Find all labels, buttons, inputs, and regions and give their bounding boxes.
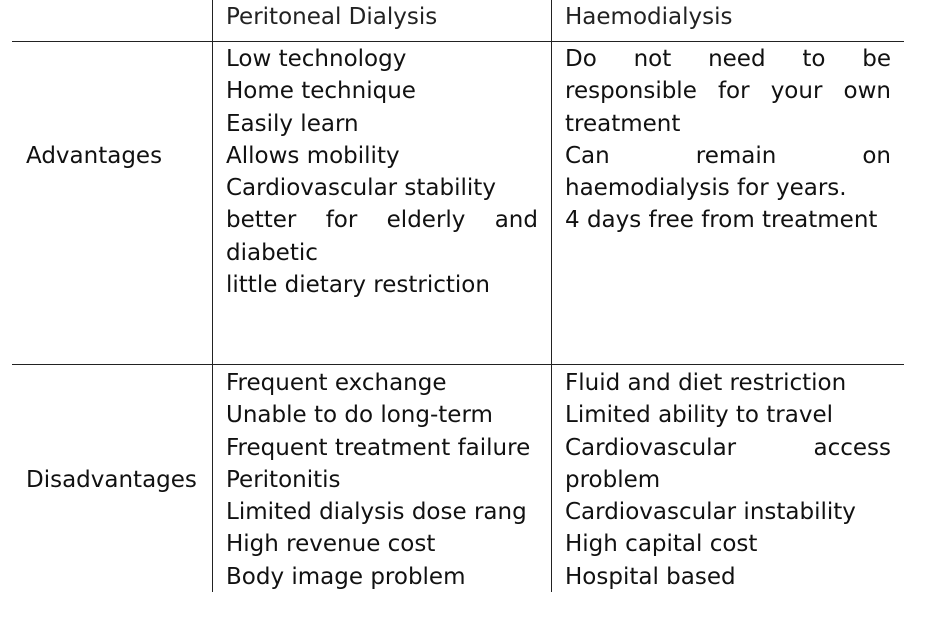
column-divider-1 bbox=[212, 0, 213, 592]
header-label: Haemodialysis bbox=[565, 4, 733, 30]
list-item: Peritonitis bbox=[226, 466, 341, 493]
list-item: Frequent treatment failure bbox=[226, 434, 531, 461]
row-label-disadvantages: Disadvantages bbox=[26, 467, 197, 493]
list-item: Cardiovascular access problem bbox=[565, 434, 891, 493]
list-item: Low technology bbox=[226, 46, 407, 72]
disadvantages-peritoneal-list bbox=[226, 367, 538, 593]
list-item: Hospital based bbox=[565, 563, 736, 590]
list-item: Cardiovascular stability bbox=[226, 175, 496, 202]
column-divider-2 bbox=[551, 0, 552, 592]
header-peritoneal-dialysis bbox=[214, 2, 445, 32]
list-item: Limited ability to travel bbox=[565, 402, 834, 429]
list-item: better for elderly and diabetic bbox=[226, 207, 538, 266]
list-item: Do not need to be responsible for your own treatment bbox=[565, 46, 891, 137]
list-item: Fluid and diet restriction bbox=[565, 370, 847, 396]
header-haemodialysis bbox=[553, 2, 740, 32]
list-item: Home technique bbox=[226, 78, 416, 105]
advantages-peritoneal-list bbox=[226, 43, 538, 301]
advantages-haemodialysis-list bbox=[565, 43, 891, 237]
list-item: Unable to do long-term bbox=[226, 402, 493, 429]
list-item: Limited dialysis dose rang bbox=[226, 499, 527, 526]
list-item: Body image problem bbox=[226, 563, 466, 590]
row-label-advantages: Advantages bbox=[26, 143, 163, 169]
list-item: High revenue cost bbox=[226, 531, 436, 558]
list-item: Allows mobility bbox=[226, 142, 400, 169]
list-item: Cardiovascular instability bbox=[565, 499, 856, 526]
list-item: Can remain on haemodialysis for years. bbox=[565, 142, 891, 202]
header-label: Peritoneal Dialysis bbox=[226, 4, 438, 30]
header-divider bbox=[12, 41, 904, 42]
row-divider bbox=[12, 364, 904, 365]
disadvantages-haemodialysis-list bbox=[565, 367, 891, 593]
list-item: Easily learn bbox=[226, 110, 359, 137]
list-item: Frequent exchange bbox=[226, 370, 447, 396]
list-item: little dietary restriction bbox=[226, 272, 490, 299]
list-item: High capital cost bbox=[565, 531, 758, 558]
list-item: 4 days free from treatment bbox=[565, 207, 878, 234]
